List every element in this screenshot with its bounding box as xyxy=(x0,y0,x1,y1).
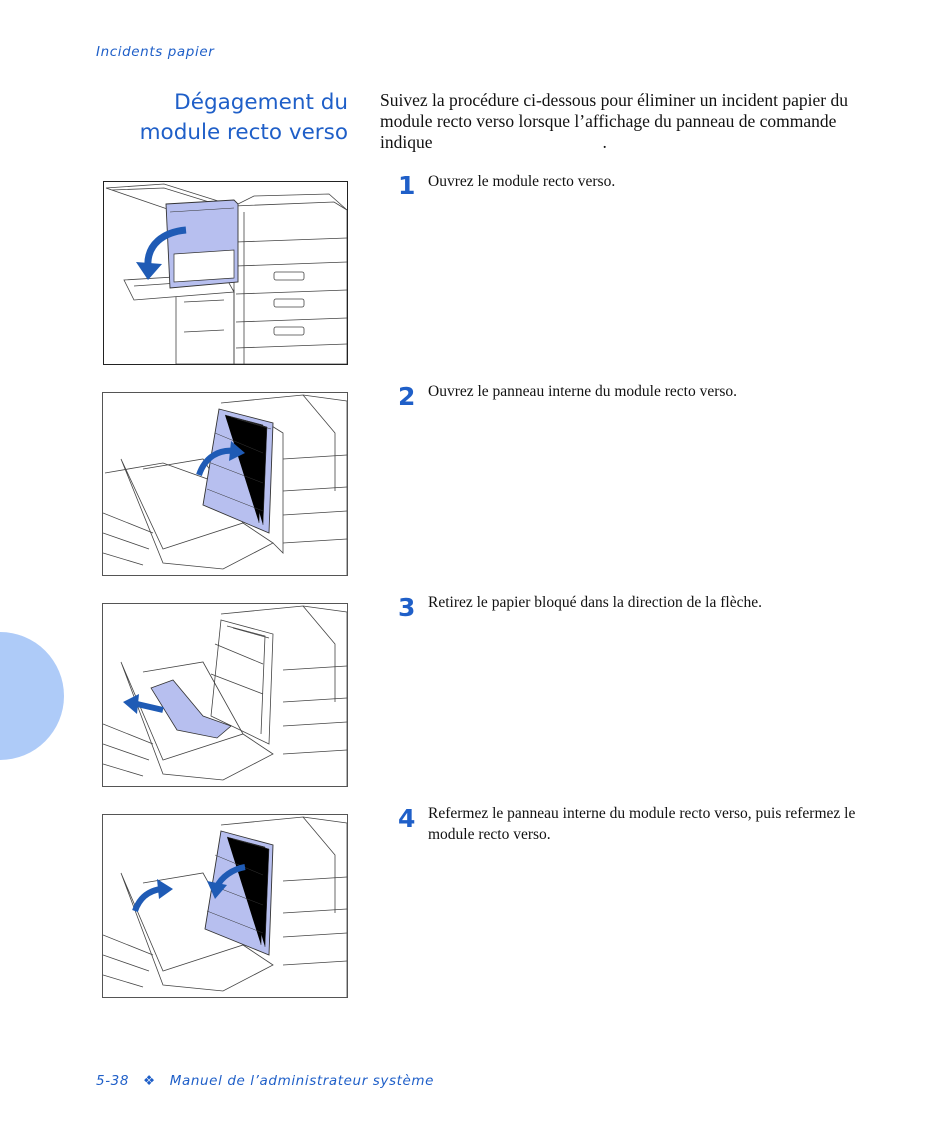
page-footer xyxy=(96,1073,434,1089)
footer-separator-icon: ❖ xyxy=(143,1073,156,1089)
step-number-4: 4 xyxy=(398,804,416,833)
close-panels-illustration xyxy=(103,815,347,997)
intro-text: Suivez la procédure ci-dessous pour éliminer un incident papier du module recto verso lorsque l’affichage du panneau de commande indique xyxy=(380,90,848,152)
step-number-1: 1 xyxy=(398,171,416,200)
running-head: Incidents papier xyxy=(96,44,215,60)
figure-step-1 xyxy=(103,181,348,365)
section-title xyxy=(48,88,348,148)
section-title-line1: Dégagement du xyxy=(174,90,348,115)
intro-end: . xyxy=(602,132,607,152)
figure-step-4 xyxy=(102,814,348,998)
step-number-2: 2 xyxy=(398,382,416,411)
chapter-thumb-tab xyxy=(0,632,64,760)
step-text-1: Ouvrez le module recto verso. xyxy=(428,173,616,190)
figure-step-3 xyxy=(102,603,348,787)
step-text-3: Retirez le papier bloqué dans la direction de la flèche. xyxy=(428,594,762,611)
figure-step-2 xyxy=(102,392,348,576)
manual-title: Manuel de l’administrateur système xyxy=(169,1073,435,1089)
printer-duplex-open-illustration xyxy=(104,182,347,364)
step-number-3: 3 xyxy=(398,593,416,622)
remove-paper-illustration xyxy=(103,604,347,786)
section-title-line2: module recto verso xyxy=(139,120,348,145)
intro-paragraph xyxy=(380,90,860,153)
inner-panel-open-illustration xyxy=(103,393,347,575)
step-text-4: Refermez le panneau interne du module recto verso, puis refermez le module recto verso. xyxy=(428,805,856,843)
step-text-2: Ouvrez le panneau interne du module recto verso. xyxy=(428,383,738,400)
page-number: 5-38 xyxy=(96,1073,130,1089)
